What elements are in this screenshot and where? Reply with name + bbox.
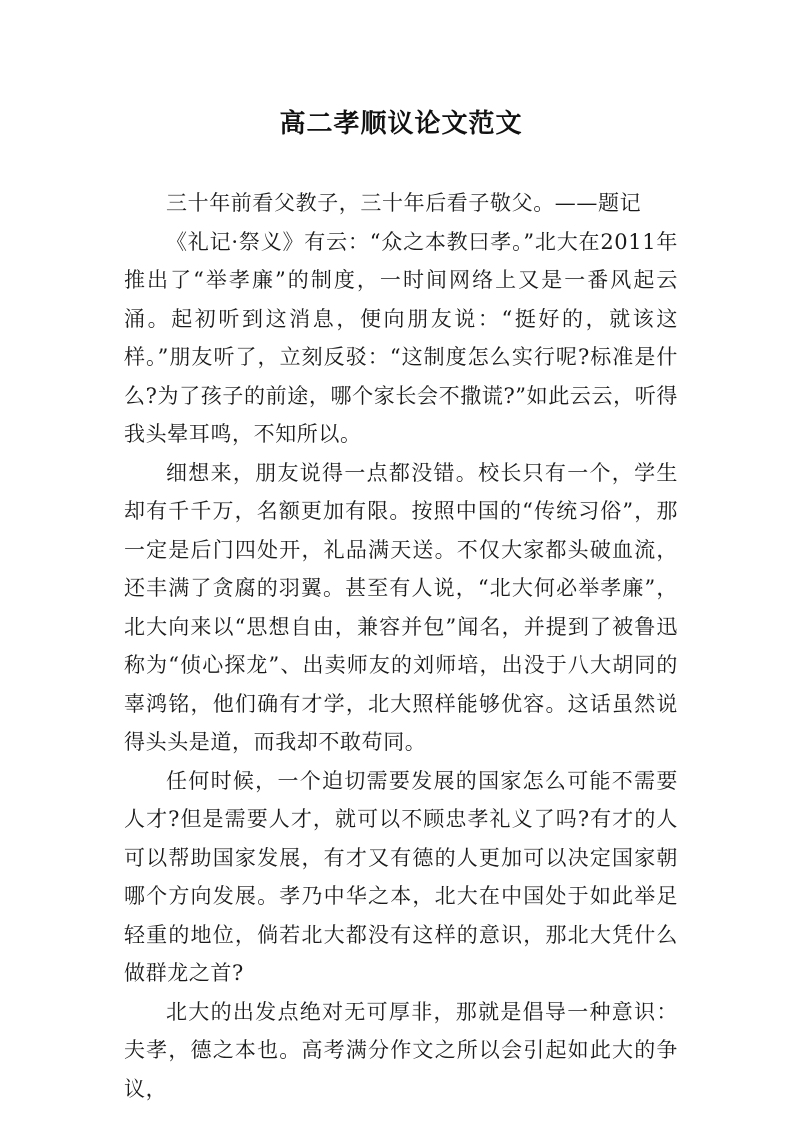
paragraph-3: 任何时候，一个迫切需要发展的国家怎么可能不需要人才?但是需要人才，就可以不顾忠孝礼义了吗?有才的人可以帮助国家发展，有才又有德的人更加可以决定国家朝哪个方向发展。孝乃中华之本，北大在中国处于如此举足轻重的地位，倘若北大都没有这样的意识，那北大凭什么做群龙之首? (124, 768, 678, 985)
paragraph-2: 细想来，朋友说得一点都没错。校长只有一个，学生却有千千万，名额更加有限。按照中国的“传统习俗”，那一定是后门四处开，礼品满天送。不仅大家都头破血流，还丰满了贪腐的羽翼。甚至有人说，“北大何必举孝廉”，北大向来以“思想自由，兼容并包”闻名，并提到了被鲁迅称为“侦心探龙”、出卖师友的刘师培，出没于八大胡同的辜鸿铭，他们确有才学，北大照样能够优容。这话虽然说得头头是道，而我却不敢苟同。 (124, 460, 678, 754)
paragraph-1: 《礼记·祭义》有云：“众之本教曰孝。”北大在2011年推出了“举孝廉”的制度，一时间网络上又是一番风起云涌。起初听到这消息，便向朋友说：“挺好的，就该这样。”朋友听了，立刻反驳：“这制度怎么实行呢?标准是什么?为了孩子的前途，哪个家长会不撒谎?”如此云云，听得我头晕耳鸣，不知所以。 (124, 229, 678, 446)
document-body (124, 184, 678, 1108)
paragraph-epigraph: 三十年前看父教子，三十年后看子敬父。——题记 (166, 191, 642, 215)
document-title: 高二孝顺议论文范文 (279, 109, 523, 139)
paragraph-4: 北大的出发点绝对无可厚非，那就是倡导一种意识：夫孝，德之本也。高考满分作文之所以会引起如此大的争议， (124, 999, 678, 1101)
